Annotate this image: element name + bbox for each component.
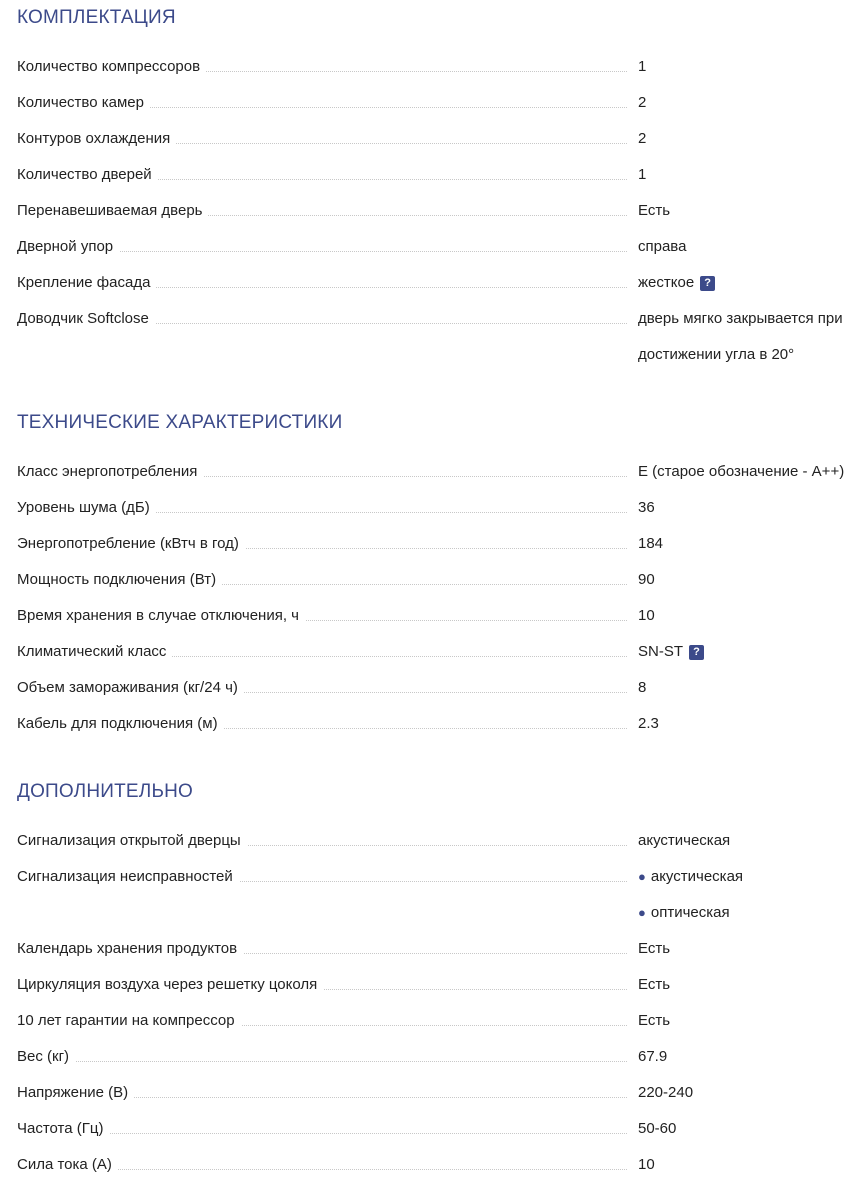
spec-value: Есть	[638, 1012, 671, 1029]
spec-row-freezing-capacity	[17, 679, 862, 715]
spec-row-fault-alarm	[17, 868, 862, 940]
spec-value: 50-60	[638, 1120, 677, 1137]
spec-value: 184	[638, 535, 664, 552]
spec-label: Количество дверей	[17, 166, 158, 184]
spec-row-weight	[17, 1048, 862, 1084]
spec-label: Сила тока (А)	[17, 1156, 118, 1174]
section-title-komplektatsiya: КОМПЛЕКТАЦИЯ	[17, 7, 176, 28]
spec-row-chambers	[17, 94, 862, 130]
spec-row-noise	[17, 499, 862, 535]
spec-label: Напряжение (В)	[17, 1084, 134, 1102]
spec-row-cable	[17, 715, 862, 751]
spec-row-reversible-door	[17, 202, 862, 238]
spec-row-energy-consumption	[17, 535, 862, 571]
spec-row-compressors	[17, 58, 862, 94]
spec-row-power	[17, 571, 862, 607]
spec-label: Вес (кг)	[17, 1048, 75, 1066]
spec-row-storage-time	[17, 607, 862, 643]
spec-value: SN-ST	[638, 643, 683, 660]
spec-label: Объем замораживания (кг/24 ч)	[17, 679, 244, 697]
spec-row-warranty	[17, 1012, 862, 1048]
spec-label: Контуров охлаждения	[17, 130, 176, 148]
spec-value: 2	[638, 94, 647, 111]
spec-label: Количество компрессоров	[17, 58, 206, 76]
spec-row-current	[17, 1156, 862, 1192]
help-icon[interactable]: ?	[689, 645, 704, 660]
spec-value-line2: достижении угла в 20°	[638, 346, 795, 363]
spec-label: Уровень шума (дБ)	[17, 499, 156, 517]
spec-value: дверь мягко закрывается при	[638, 310, 843, 327]
spec-row-energy-class	[17, 463, 862, 499]
leader-dots	[17, 1061, 627, 1062]
spec-value-wrap	[638, 643, 704, 661]
spec-label: Кабель для подключения (м)	[17, 715, 224, 733]
spec-value: акустическая	[650, 868, 744, 885]
spec-row-air-circulation	[17, 976, 862, 1012]
section-title-additional: ДОПОЛНИТЕЛЬНО	[17, 781, 194, 802]
spec-value-item	[638, 868, 743, 886]
spec-row-softclose	[17, 310, 862, 382]
spec-label: Дверной упор	[17, 238, 119, 256]
spec-label: Энергопотребление (кВтч в год)	[17, 535, 245, 553]
spec-value: оптическая	[650, 904, 730, 921]
spec-value: E (старое обозначение - A++)	[638, 463, 845, 480]
spec-value: 10	[638, 1156, 655, 1173]
bullet-icon: ●	[638, 905, 646, 920]
spec-label: Сигнализация неисправностей	[17, 868, 239, 886]
spec-label: Календарь хранения продуктов	[17, 940, 243, 958]
spec-label: Количество камер	[17, 94, 150, 112]
spec-row-storage-calendar	[17, 940, 862, 976]
spec-label: Климатический класс	[17, 643, 172, 661]
spec-value-wrap	[638, 274, 715, 292]
spec-row-door-alarm	[17, 832, 862, 868]
spec-label: Мощность подключения (Вт)	[17, 571, 222, 589]
section-title-tech-specs: ТЕХНИЧЕСКИЕ ХАРАКТЕРИСТИКИ	[17, 412, 343, 433]
spec-row-voltage	[17, 1084, 862, 1120]
spec-value: Есть	[638, 976, 671, 993]
spec-label: Время хранения в случае отключения, ч	[17, 607, 305, 625]
spec-value: 36	[638, 499, 655, 516]
spec-value: 67.9	[638, 1048, 668, 1065]
spec-value: 2.3	[638, 715, 659, 732]
spec-value: 2	[638, 130, 647, 147]
help-icon[interactable]: ?	[700, 276, 715, 291]
spec-row-frequency	[17, 1120, 862, 1156]
spec-row-door-stop	[17, 238, 862, 274]
spec-row-cooling-circuits	[17, 130, 862, 166]
spec-label: Циркуляция воздуха через решетку цоколя	[17, 976, 323, 994]
spec-row-climate-class	[17, 643, 862, 679]
spec-row-facade-mount	[17, 274, 862, 310]
spec-label: Крепление фасада	[17, 274, 156, 292]
spec-value: 8	[638, 679, 647, 696]
spec-value: Есть	[638, 202, 671, 219]
spec-row-doors	[17, 166, 862, 202]
spec-value: 10	[638, 607, 655, 624]
spec-value: 90	[638, 571, 655, 588]
spec-label: Перенавешиваемая дверь	[17, 202, 208, 220]
spec-value: жесткое	[638, 274, 695, 291]
spec-label: Класс энергопотребления	[17, 463, 203, 481]
spec-value: 220-240	[638, 1084, 694, 1101]
spec-value-item	[638, 904, 730, 922]
spec-value: 1	[638, 166, 647, 183]
spec-label: Сигнализация открытой дверцы	[17, 832, 247, 850]
spec-value: Есть	[638, 940, 671, 957]
spec-label: Доводчик Softclose	[17, 310, 155, 328]
spec-label: Частота (Гц)	[17, 1120, 109, 1138]
spec-label: 10 лет гарантии на компрессор	[17, 1012, 241, 1030]
spec-value: 1	[638, 58, 647, 75]
spec-value: справа	[638, 238, 687, 255]
spec-value: акустическая	[638, 832, 731, 849]
bullet-icon: ●	[638, 869, 646, 884]
